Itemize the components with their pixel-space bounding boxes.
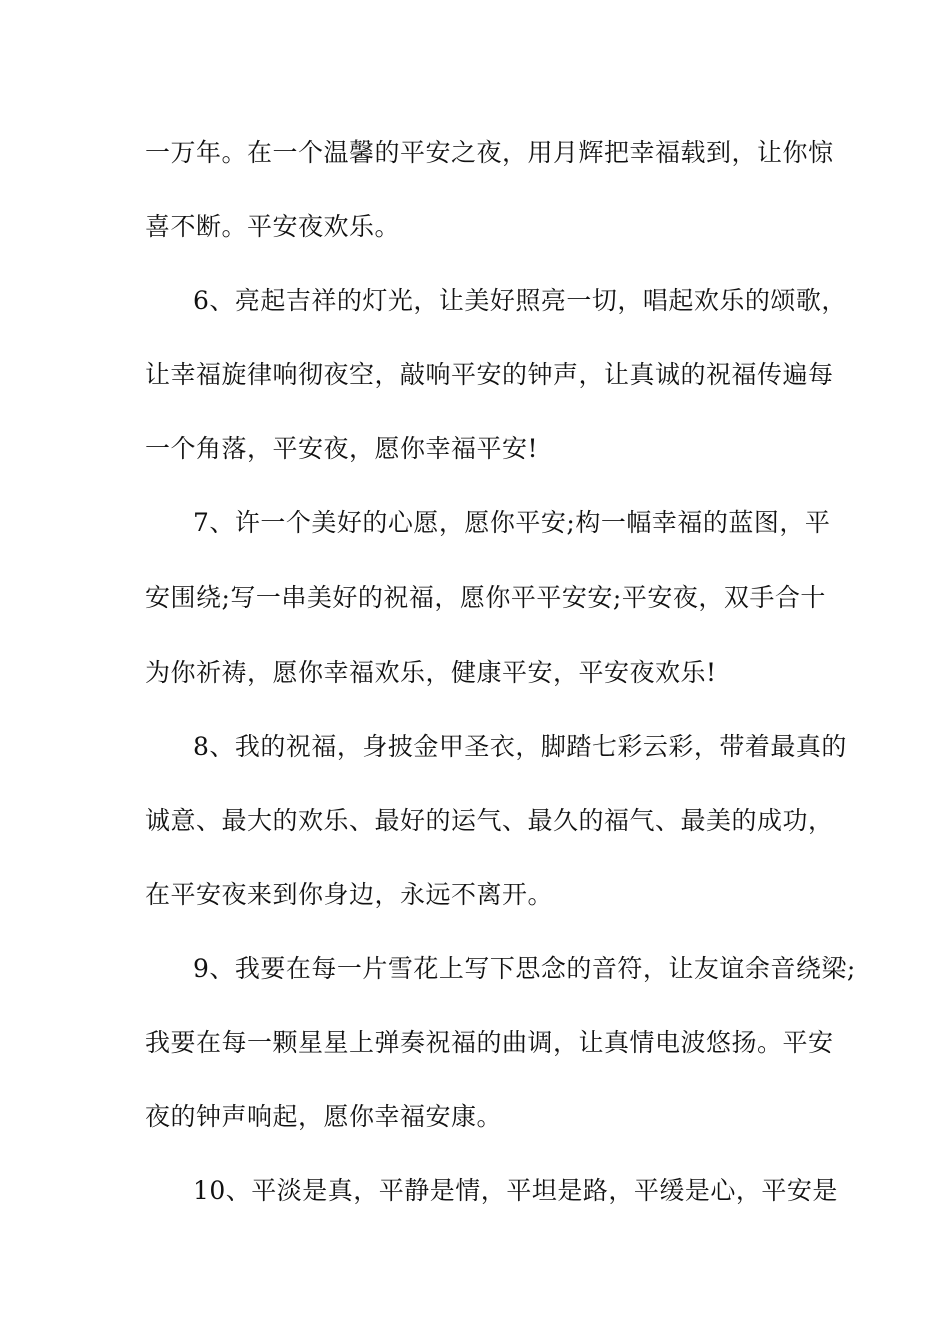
- text-line: 一个角落，平安夜，愿你幸福平安!: [145, 434, 539, 463]
- text-line: 9、我要在每一片雪花上写下思念的音符，让友谊余音绕梁;: [193, 954, 856, 983]
- text-line: 7、许一个美好的心愿，愿你平安;构一幅幸福的蓝图，平: [193, 508, 831, 537]
- text-line: 一万年。在一个温馨的平安之夜，用月辉把幸福载到，让你惊: [145, 138, 834, 167]
- text-line: 让幸福旋律响彻夜空，敲响平安的钟声，让真诚的祝福传遍每: [145, 360, 834, 389]
- text-line: 安围绕;写一串美好的祝福，愿你平平安安;平安夜，双手合十: [145, 583, 826, 612]
- text-line: 10、平淡是真，平静是情，平坦是路，平缓是心，平安是: [193, 1176, 838, 1205]
- text-line: 夜的钟声响起，愿你幸福安康。: [145, 1102, 503, 1131]
- text-line: 6、亮起吉祥的灯光，让美好照亮一切，唱起欢乐的颂歌，: [193, 286, 847, 315]
- text-line: 为你祈祷，愿你幸福欢乐，健康平安，平安夜欢乐!: [145, 658, 717, 687]
- text-line: 诚意、最大的欢乐、最好的运气、最久的福气、最美的成功，: [145, 806, 834, 835]
- text-line: 喜不断。平安夜欢乐。: [145, 212, 401, 241]
- text-line: 我要在每一颗星星上弹奏祝福的曲调，让真情电波悠扬。平安: [145, 1028, 834, 1057]
- text-line: 8、我的祝福，身披金甲圣衣，脚踏七彩云彩，带着最真的: [193, 732, 847, 761]
- text-line: 在平安夜来到你身边，永远不离开。: [145, 880, 554, 909]
